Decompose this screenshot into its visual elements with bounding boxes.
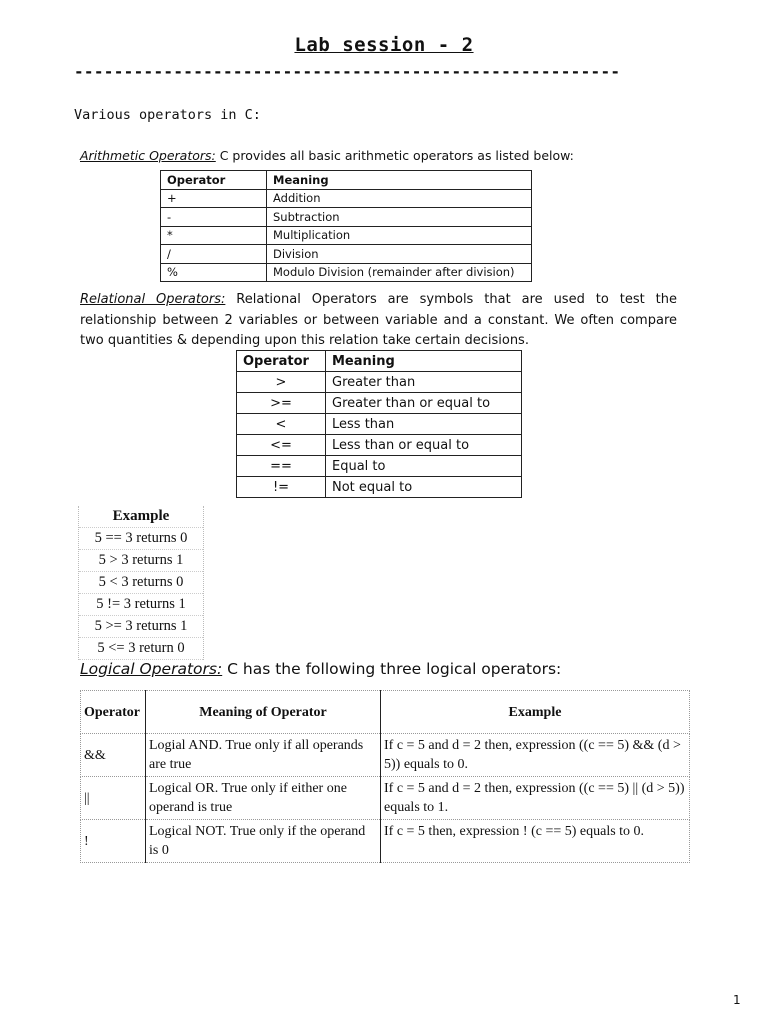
meaning-cell: Greater than bbox=[326, 372, 522, 393]
example-line: 5 != 3 returns 1 bbox=[79, 594, 203, 616]
table-row bbox=[237, 477, 522, 498]
relational-operators-table bbox=[236, 350, 522, 498]
example-header: Example bbox=[79, 506, 203, 528]
example-line: 5 > 3 returns 1 bbox=[79, 550, 203, 572]
relational-paragraph bbox=[80, 290, 677, 352]
meaning-cell: Less than bbox=[326, 414, 522, 435]
meaning-cell: Greater than or equal to bbox=[326, 393, 522, 414]
column-header: Meaning of Operator bbox=[146, 691, 381, 734]
table-row bbox=[237, 414, 522, 435]
table-row bbox=[161, 263, 532, 282]
operator-cell: >= bbox=[237, 393, 326, 414]
table-row bbox=[161, 208, 532, 227]
meaning-cell: Logial AND. True only if all operands are true bbox=[146, 734, 381, 777]
arithmetic-heading bbox=[80, 148, 680, 163]
table-row bbox=[81, 777, 690, 820]
logical-heading-label: Logical Operators: bbox=[80, 660, 223, 678]
logical-heading bbox=[80, 660, 561, 678]
example-line: 5 == 3 returns 0 bbox=[79, 528, 203, 550]
meaning-cell: Multiplication bbox=[267, 226, 532, 245]
table-row bbox=[161, 245, 532, 264]
table-row bbox=[161, 226, 532, 245]
column-header: Example bbox=[381, 691, 690, 734]
meaning-cell: Addition bbox=[267, 189, 532, 208]
example-line: 5 >= 3 returns 1 bbox=[79, 616, 203, 638]
table-row bbox=[237, 393, 522, 414]
table-header-row bbox=[81, 691, 690, 734]
table-row bbox=[237, 372, 522, 393]
column-header: Operator bbox=[81, 691, 146, 734]
operator-cell: && bbox=[81, 734, 146, 777]
operator-cell: != bbox=[237, 477, 326, 498]
separator-line bbox=[74, 60, 738, 84]
separator-text: ------------------------------------------------------- bbox=[74, 62, 621, 81]
operator-cell: < bbox=[237, 414, 326, 435]
example-line: 5 <= 3 return 0 bbox=[79, 638, 203, 660]
example-box bbox=[78, 506, 204, 660]
meaning-cell: Subtraction bbox=[267, 208, 532, 227]
table-row bbox=[81, 820, 690, 863]
operator-cell: * bbox=[161, 226, 267, 245]
operator-cell: || bbox=[81, 777, 146, 820]
table-row bbox=[237, 456, 522, 477]
operator-cell: - bbox=[161, 208, 267, 227]
operator-cell: <= bbox=[237, 435, 326, 456]
arithmetic-heading-text: C provides all basic arithmetic operators as listed below: bbox=[215, 148, 574, 163]
relational-heading-label: Relational Operators: bbox=[80, 292, 226, 307]
meaning-cell: Logical NOT. True only if the operand is 0 bbox=[146, 820, 381, 863]
page-number: 1 bbox=[733, 993, 741, 1007]
intro-text: Various operators in C: bbox=[74, 107, 261, 123]
meaning-cell: Not equal to bbox=[326, 477, 522, 498]
table-row bbox=[161, 189, 532, 208]
example-cell: If c = 5 and d = 2 then, expression ((c == 5) && (d > 5)) equals to 0. bbox=[381, 734, 690, 777]
operator-cell: > bbox=[237, 372, 326, 393]
operator-cell: + bbox=[161, 189, 267, 208]
column-header: Meaning bbox=[326, 351, 522, 372]
example-cell: If c = 5 then, expression ! (c == 5) equals to 0. bbox=[381, 820, 690, 863]
arithmetic-heading-label: Arithmetic Operators: bbox=[80, 148, 216, 163]
meaning-cell: Division bbox=[267, 245, 532, 264]
meaning-cell: Equal to bbox=[326, 456, 522, 477]
meaning-cell: Logical OR. True only if either one operand is true bbox=[146, 777, 381, 820]
column-header: Operator bbox=[237, 351, 326, 372]
page-title: Lab session - 2 bbox=[294, 34, 474, 56]
table-row bbox=[81, 734, 690, 777]
arithmetic-operators-table bbox=[160, 170, 532, 282]
example-line: 5 < 3 returns 0 bbox=[79, 572, 203, 594]
column-header: Meaning bbox=[267, 171, 532, 190]
operator-cell: % bbox=[161, 263, 267, 282]
meaning-cell: Modulo Division (remainder after division) bbox=[267, 263, 532, 282]
logical-heading-text: C has the following three logical operators: bbox=[222, 660, 562, 678]
table-row bbox=[237, 435, 522, 456]
operator-cell: / bbox=[161, 245, 267, 264]
column-header: Operator bbox=[161, 171, 267, 190]
table-header-row bbox=[237, 351, 522, 372]
logical-operators-table bbox=[80, 690, 690, 863]
table-header-row bbox=[161, 171, 532, 190]
meaning-cell: Less than or equal to bbox=[326, 435, 522, 456]
operator-cell: ! bbox=[81, 820, 146, 863]
example-cell: If c = 5 and d = 2 then, expression ((c == 5) || (d > 5)) equals to 1. bbox=[381, 777, 690, 820]
operator-cell: == bbox=[237, 456, 326, 477]
relational-description: Relational Operators are symbols that are used to test the relationship between 2 variables or between variable and a constant. We often compare two quantities & depending upon this relation take certain decisions. bbox=[80, 292, 677, 348]
